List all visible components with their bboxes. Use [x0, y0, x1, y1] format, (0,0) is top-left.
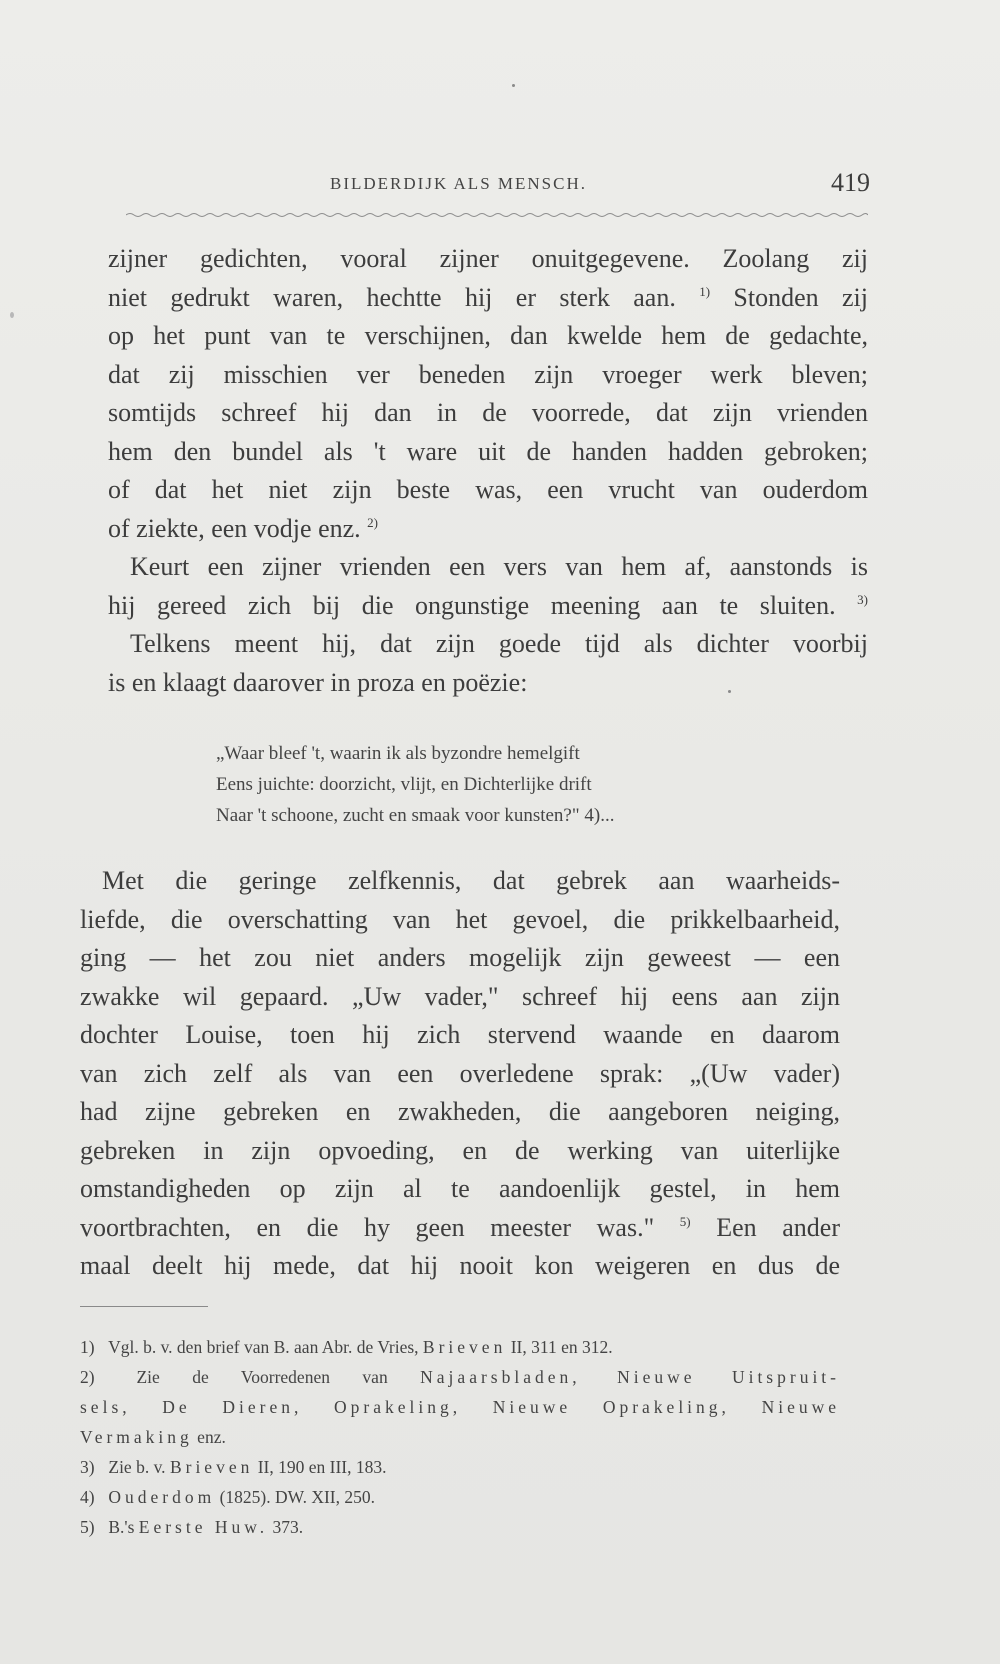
- text-line: Met die geringe zelfkennis, dat gebrek aan waarheids-: [102, 866, 840, 895]
- verse-line: [216, 800, 776, 831]
- verse-line: Eens juichte: doorzicht, vlijt, en Dichterlijke drift: [216, 774, 592, 795]
- text-line: somtijds schreef hij dan in de voorrede, dat zijn vrienden: [108, 398, 868, 427]
- text-line: hem den bundel als 't ware uit de handen hadden gebroken;: [108, 436, 868, 466]
- text-line: [108, 510, 868, 549]
- footnote-number: 5): [80, 1517, 95, 1537]
- verse-line: „Waar bleef 't, waarin ik als byzondre hemelgift: [216, 743, 580, 764]
- footnote-title: Najaarsbladen, Nieuwe Uitspruit-: [420, 1367, 840, 1387]
- text-span: of ziekte, een vodje enz.: [108, 513, 361, 543]
- footnote-text: II, 190 en III, 183.: [257, 1457, 387, 1477]
- body-text-top: [108, 240, 868, 702]
- footnote-title: Ouderdom: [108, 1487, 216, 1507]
- text-span: Een ander: [716, 1212, 840, 1242]
- text-line: Telkens meent hij, dat zijn goede tijd als dichter voorbij: [130, 629, 868, 658]
- text-line: zijner gedichten, vooral zijner onuitgegevene. Zoolang zij: [108, 244, 868, 273]
- footnote-number: 3): [80, 1457, 95, 1477]
- footnote-2-cont: [80, 1422, 840, 1452]
- footnote-number: 2): [80, 1367, 95, 1387]
- body-text-bottom: [80, 862, 840, 1286]
- footnotes: [80, 1332, 840, 1542]
- footnote-4: [80, 1482, 840, 1512]
- footnote-1: [80, 1332, 840, 1362]
- header-rule: [126, 212, 868, 218]
- text-line: van zich zelf als van een overledene sprak: „(Uw vader): [80, 1058, 840, 1088]
- footnote-text: enz.: [197, 1427, 226, 1447]
- text-line: op het punt van te verschijnen, dan kwelde hem de gedachte,: [108, 321, 868, 350]
- text-line: is en klaagt daarover in proza en poëzie:: [108, 667, 528, 697]
- footnote-number: 4): [80, 1487, 95, 1507]
- text-line: [108, 587, 868, 626]
- note-mark: 2): [367, 514, 378, 530]
- footnote-text: 373.: [272, 1517, 304, 1537]
- text-line: ging — het zou niet anders mogelijk zijn geweest — een: [80, 943, 840, 972]
- paper-speck: [10, 312, 14, 318]
- text-line: [80, 1209, 840, 1248]
- footnote-title: Brieven: [169, 1457, 254, 1477]
- paper-speck: [512, 84, 515, 87]
- footnote-rule: [80, 1306, 208, 1307]
- text-line: zwakke wil gepaard. „Uw vader," schreef hij eens aan zijn: [80, 981, 840, 1011]
- page-header: [110, 168, 870, 208]
- text-span: Stonden zij: [733, 282, 868, 312]
- text-line: had zijne gebreken en zwakheden, die aangeboren neiging,: [80, 1097, 840, 1126]
- text-line: omstandigheden op zijn al te aandoenlijk gestel, in hem: [80, 1174, 840, 1203]
- footnote-text: B.'s: [108, 1517, 135, 1537]
- text-line: gebreken in zijn opvoeding, en de werking van uiterlijke: [80, 1135, 840, 1165]
- text-line: [108, 279, 868, 318]
- note-mark: 3): [857, 591, 869, 607]
- text-span: hij gereed zich bij die ongunstige meening aan te sluiten.: [108, 590, 836, 620]
- footnote-5: [80, 1512, 840, 1542]
- note-mark: 1): [699, 283, 711, 299]
- running-title: BILDERDIJK ALS MENSCH.: [330, 174, 587, 193]
- text-line: liefde, die overschatting van het gevoel, die prikkelbaarheid,: [80, 904, 840, 934]
- text-line: of dat het niet zijn beste was, een vrucht van ouderdom: [108, 475, 868, 504]
- footnote-2: [80, 1362, 840, 1392]
- verse-quote: [216, 738, 776, 831]
- footnote-text: II, 311 en 312.: [510, 1337, 613, 1357]
- footnote-number: 1): [80, 1337, 95, 1357]
- page-number: 419: [831, 168, 870, 197]
- text-span: voortbrachten, en die hy geen meester was.": [80, 1212, 655, 1242]
- text-line: dat zij misschien ver beneden zijn vroeger werk bleven;: [108, 359, 868, 389]
- text-line: Keurt een zijner vrienden een vers van hem af, aanstonds is: [130, 552, 868, 581]
- footnote-text: Zie b. v.: [108, 1457, 166, 1477]
- footnote-2-cont: sels, De Dieren, Oprakeling, Nieuwe Oprakeling, Nieuwe: [80, 1397, 840, 1417]
- note-mark: 5): [679, 1213, 691, 1229]
- footnote-text: Zie de Voorredenen van: [136, 1367, 388, 1387]
- footnote-text: (1825). DW. XII, 250.: [219, 1487, 375, 1507]
- footnote-3: [80, 1452, 840, 1482]
- text-span: ...: [600, 805, 615, 826]
- footnote-title: Vermaking: [80, 1427, 193, 1447]
- text-span: niet gedrukt waren, hechtte hij er sterk aan.: [108, 282, 676, 312]
- text-line: dochter Louise, toen hij zich stervend waande en daarom: [80, 1020, 840, 1049]
- text-line: maal deelt hij mede, dat hij nooit kon weigeren en dus de: [80, 1251, 840, 1280]
- footnote-title: Eerste Huw.: [138, 1517, 269, 1537]
- footnote-text: Vgl. b. v. den brief van B. aan Abr. de Vries,: [108, 1337, 419, 1357]
- text-span: Naar 't schoone, zucht en smaak voor kunsten?": [216, 805, 580, 826]
- note-mark: 4): [584, 805, 601, 826]
- footnote-title: Brieven: [422, 1337, 507, 1357]
